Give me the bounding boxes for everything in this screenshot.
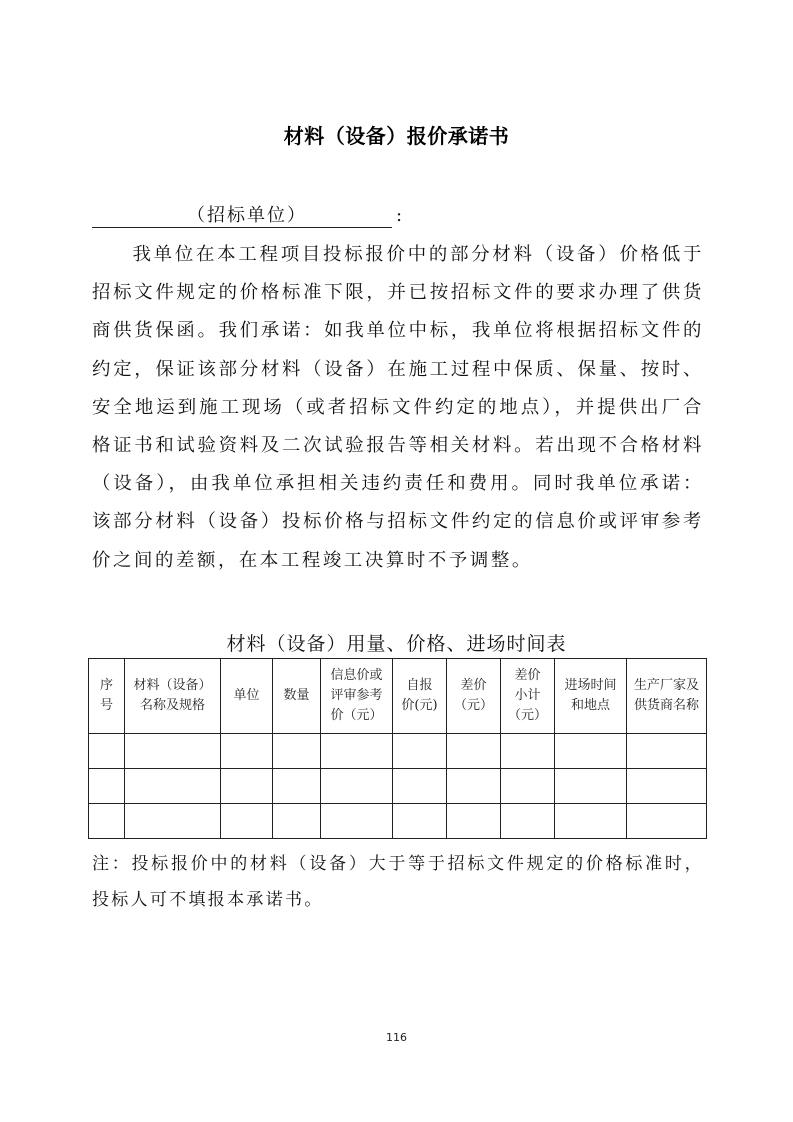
table-cell[interactable]: [501, 804, 555, 839]
table-cell[interactable]: [273, 769, 321, 804]
table-cell[interactable]: [221, 734, 273, 769]
table-cell[interactable]: [501, 734, 555, 769]
table-cell[interactable]: [627, 769, 707, 804]
header-quoted-price: 自报 价(元): [393, 659, 447, 734]
header-reference-price: 信息价或 评审参考 价（元）: [321, 659, 393, 734]
table-cell[interactable]: [555, 734, 627, 769]
page-number: 116: [386, 1031, 407, 1044]
table-cell[interactable]: [321, 769, 393, 804]
header-manufacturer-supplier: 生产厂家及 供货商名称: [627, 659, 707, 734]
table-cell[interactable]: [89, 804, 125, 839]
table-cell[interactable]: [627, 734, 707, 769]
addressee-line: [92, 202, 402, 228]
table-header-row: [89, 659, 707, 734]
header-material-name-spec: 材料（设备） 名称及规格: [125, 659, 221, 734]
addressee-colon: :: [396, 205, 403, 226]
bidding-unit-blank[interactable]: （招标单位）: [92, 204, 392, 228]
table-row: [89, 769, 707, 804]
commitment-paragraph: 我单位在本工程项目投标报价中的部分材料（设备）价格低于招标文件规定的价格标准下限，并已按招标文件的要求办理了供货商供货保函。我们承诺：如我单位中标，我单位将根据招标文件的约定，保证该部分材料（设备）在施工过程中保质、保量、按时、安全地运到施工现场（或者招标文件约定的地点），并提供出厂合格证书和试验资料及二次试验报告等相关材料。若出现不合格材料（设备），由我单位承担相关违约责任和费用。同时我单位承诺：该部分材料（设备）投标价格与招标文件约定的信息价或评审参考价之间的差额，在本工程竣工决算时不予调整。: [92, 244, 704, 571]
table-cell[interactable]: [393, 734, 447, 769]
header-price-difference: 差价 （元）: [447, 659, 501, 734]
table-cell[interactable]: [321, 734, 393, 769]
header-entry-time-location: 进场时间 和地点: [555, 659, 627, 734]
document-title: 材料（设备）报价承诺书: [283, 124, 510, 148]
header-unit: 单位: [221, 659, 273, 734]
table-cell[interactable]: [447, 769, 501, 804]
table-cell[interactable]: [555, 804, 627, 839]
table-cell[interactable]: [555, 769, 627, 804]
table-cell[interactable]: [273, 734, 321, 769]
header-quantity: 数量: [273, 659, 321, 734]
header-difference-subtotal: 差价 小计 （元）: [501, 659, 555, 734]
table-cell[interactable]: [627, 804, 707, 839]
table-row: [89, 804, 707, 839]
table-cell[interactable]: [321, 804, 393, 839]
table-cell[interactable]: [393, 804, 447, 839]
table-cell[interactable]: [447, 734, 501, 769]
table-cell[interactable]: [89, 769, 125, 804]
table-cell[interactable]: [273, 804, 321, 839]
table-cell[interactable]: [221, 804, 273, 839]
table-row: [89, 734, 707, 769]
table-cell[interactable]: [393, 769, 447, 804]
table-caption: 材料（设备）用量、价格、进场时间表: [226, 633, 567, 655]
table-cell[interactable]: [89, 734, 125, 769]
materials-price-table: [88, 658, 707, 839]
header-serial-number: 序 号: [89, 659, 125, 734]
table-cell[interactable]: [447, 804, 501, 839]
footnote: 注：投标报价中的材料（设备）大于等于招标文件规定的价格标准时，投标人可不填报本承诺书。: [92, 854, 704, 910]
table-cell[interactable]: [125, 769, 221, 804]
table-cell[interactable]: [125, 804, 221, 839]
table-cell[interactable]: [501, 769, 555, 804]
table-cell[interactable]: [221, 769, 273, 804]
table-cell[interactable]: [125, 734, 221, 769]
